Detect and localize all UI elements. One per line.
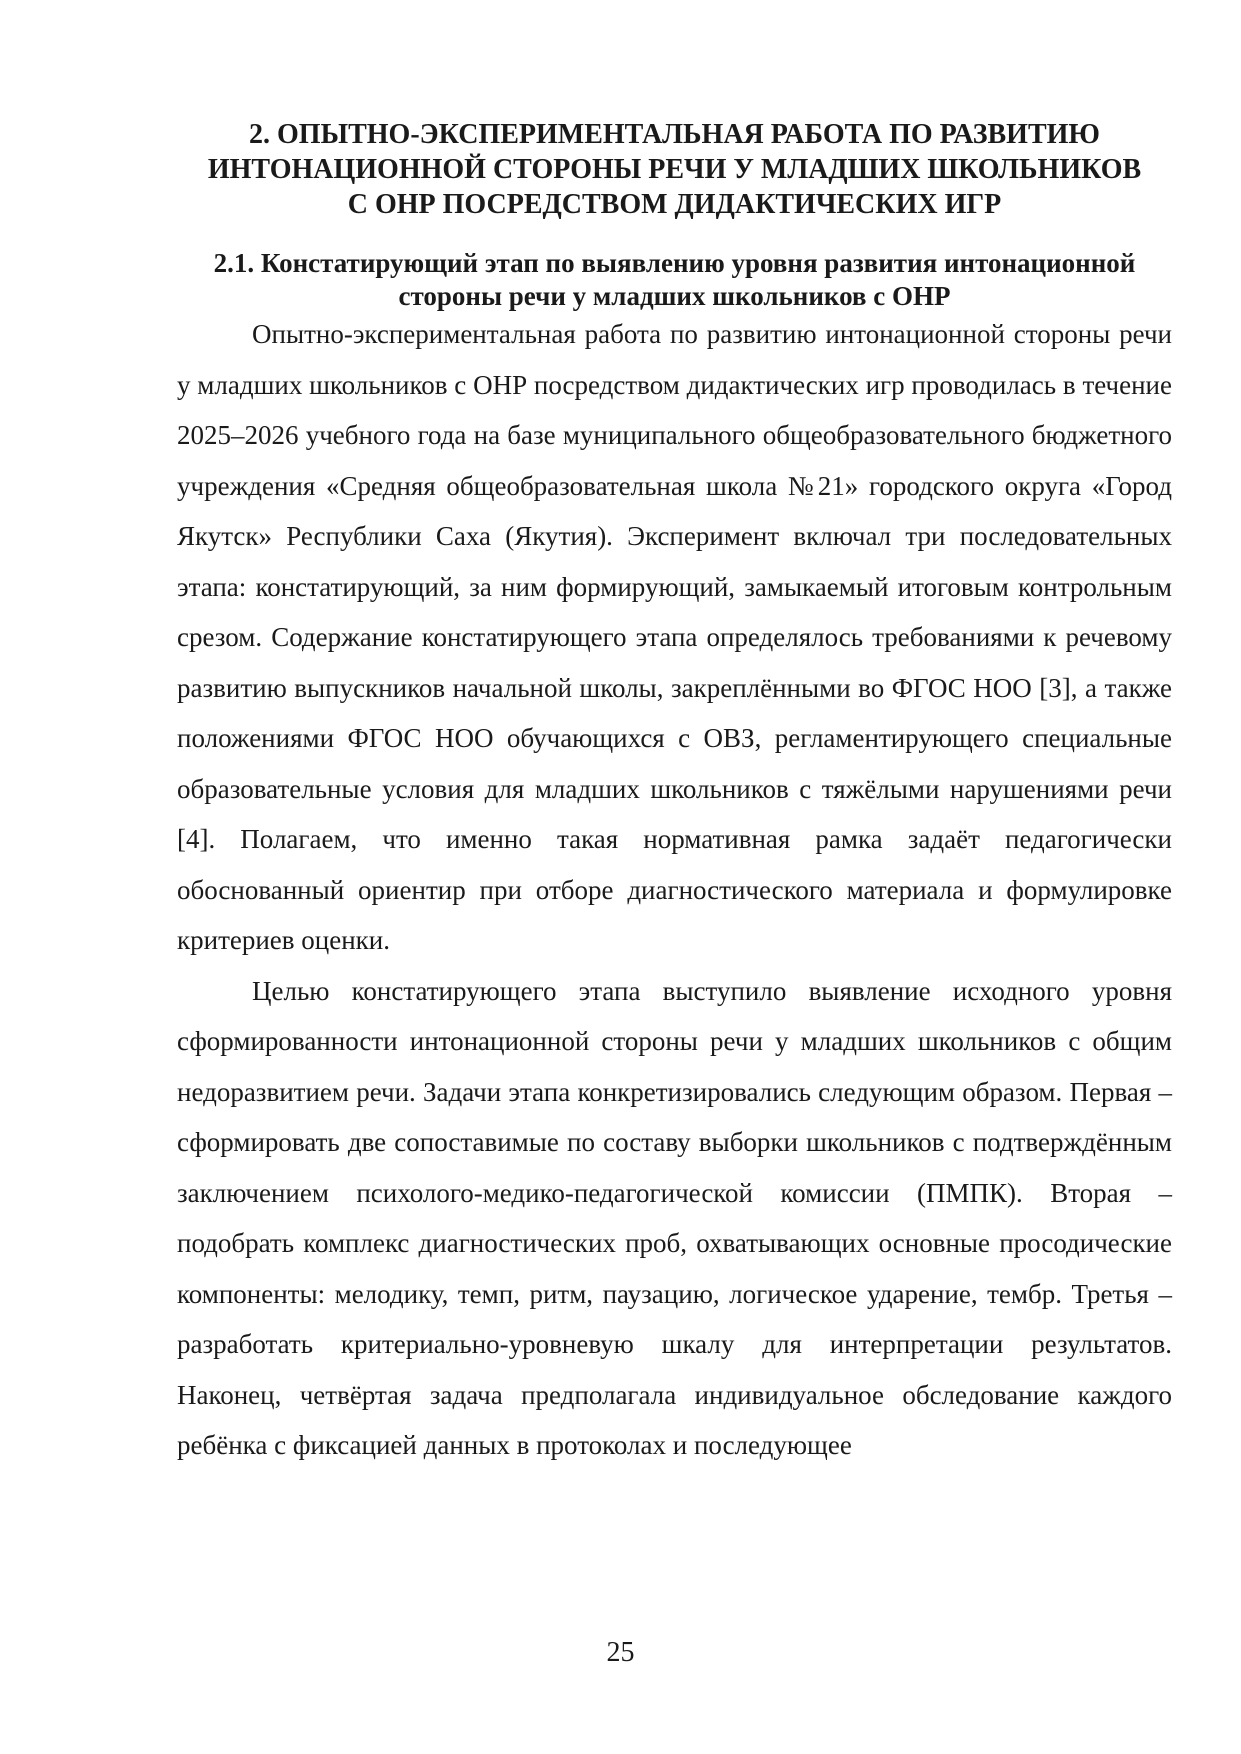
chapter-title-line: 2. ОПЫТНО-ЭКСПЕРИМЕНТАЛЬНАЯ РАБОТА ПО РАЗВИТИЮ: [249, 119, 1100, 150]
body-paragraph: Целью констатирующего этапа выступило выявление исходного уровня сформированности интонационной стороны речи у младших школьников с общим недоразвитием речи. Задачи этапа конкретизировались следующим образом. Первая – сформировать две сопоставимые по составу выборки школьников с подтверждённым заключением психолого-медико-педагогической комиссии (ПМПК). Вторая – подобрать комплекс диагностических проб, охватывающих основные просодические компоненты: мелодику, темп, ритм, паузацию, логическое ударение, тембр. Третья – разработать критериально-уровневую шкалу для интерпретации результатов. Наконец, четвёртая задача предполагала индивидуальное обследование каждого ребёнка с фиксацией данных в протоколах и последующее: [177, 975, 1172, 1460]
section-title-line: 2.1. Констатирующий этап по выявлению уровня развития интонационной: [213, 248, 1136, 278]
section-title: [177, 247, 1172, 313]
chapter-title: [177, 117, 1172, 222]
body-paragraph: Опытно-экспериментальная работа по развитию интонационной стороны речи у младших школьников с ОНР посредством дидактических игр проводилась в течение 2025–2026 учебного года на базе муниципального общеобразовательного бюджетного учреждения «Средняя общеобразовательная школа №21» городского округа «Город Якутск» Республики Саха (Якутия). Эксперимент включал три последовательных этапа: констатирующий, за ним формирующий, замыкаемый итоговым контрольным срезом. Содержание констатирующего этапа определялось требованиями к речевому развитию выпускников начальной школы, закреплёнными во ФГОС НОО [3], а также положениями ФГОС НОО обучающихся с ОВЗ, регламентирующего специальные образовательные условия для младших школьников с тяжёлыми нарушениями речи [4]. Полагаем, что именно такая нормативная рамка задаёт педагогически обоснованный ориентир при отборе диагностического материала и формулировке критериев оценки.: [177, 319, 1172, 955]
chapter-title-line: ИНТОНАЦИОННОЙ СТОРОНЫ РЕЧИ У МЛАДШИХ ШКОЛЬНИКОВ: [207, 154, 1142, 185]
section-title-line: стороны речи у младших школьников с ОНР: [398, 281, 951, 311]
page-content: [177, 117, 1172, 1471]
page-number: 25: [606, 1637, 635, 1668]
chapter-title-line: С ОНР ПОСРЕДСТВОМ ДИДАКТИЧЕСКИХ ИГР: [347, 189, 1002, 220]
